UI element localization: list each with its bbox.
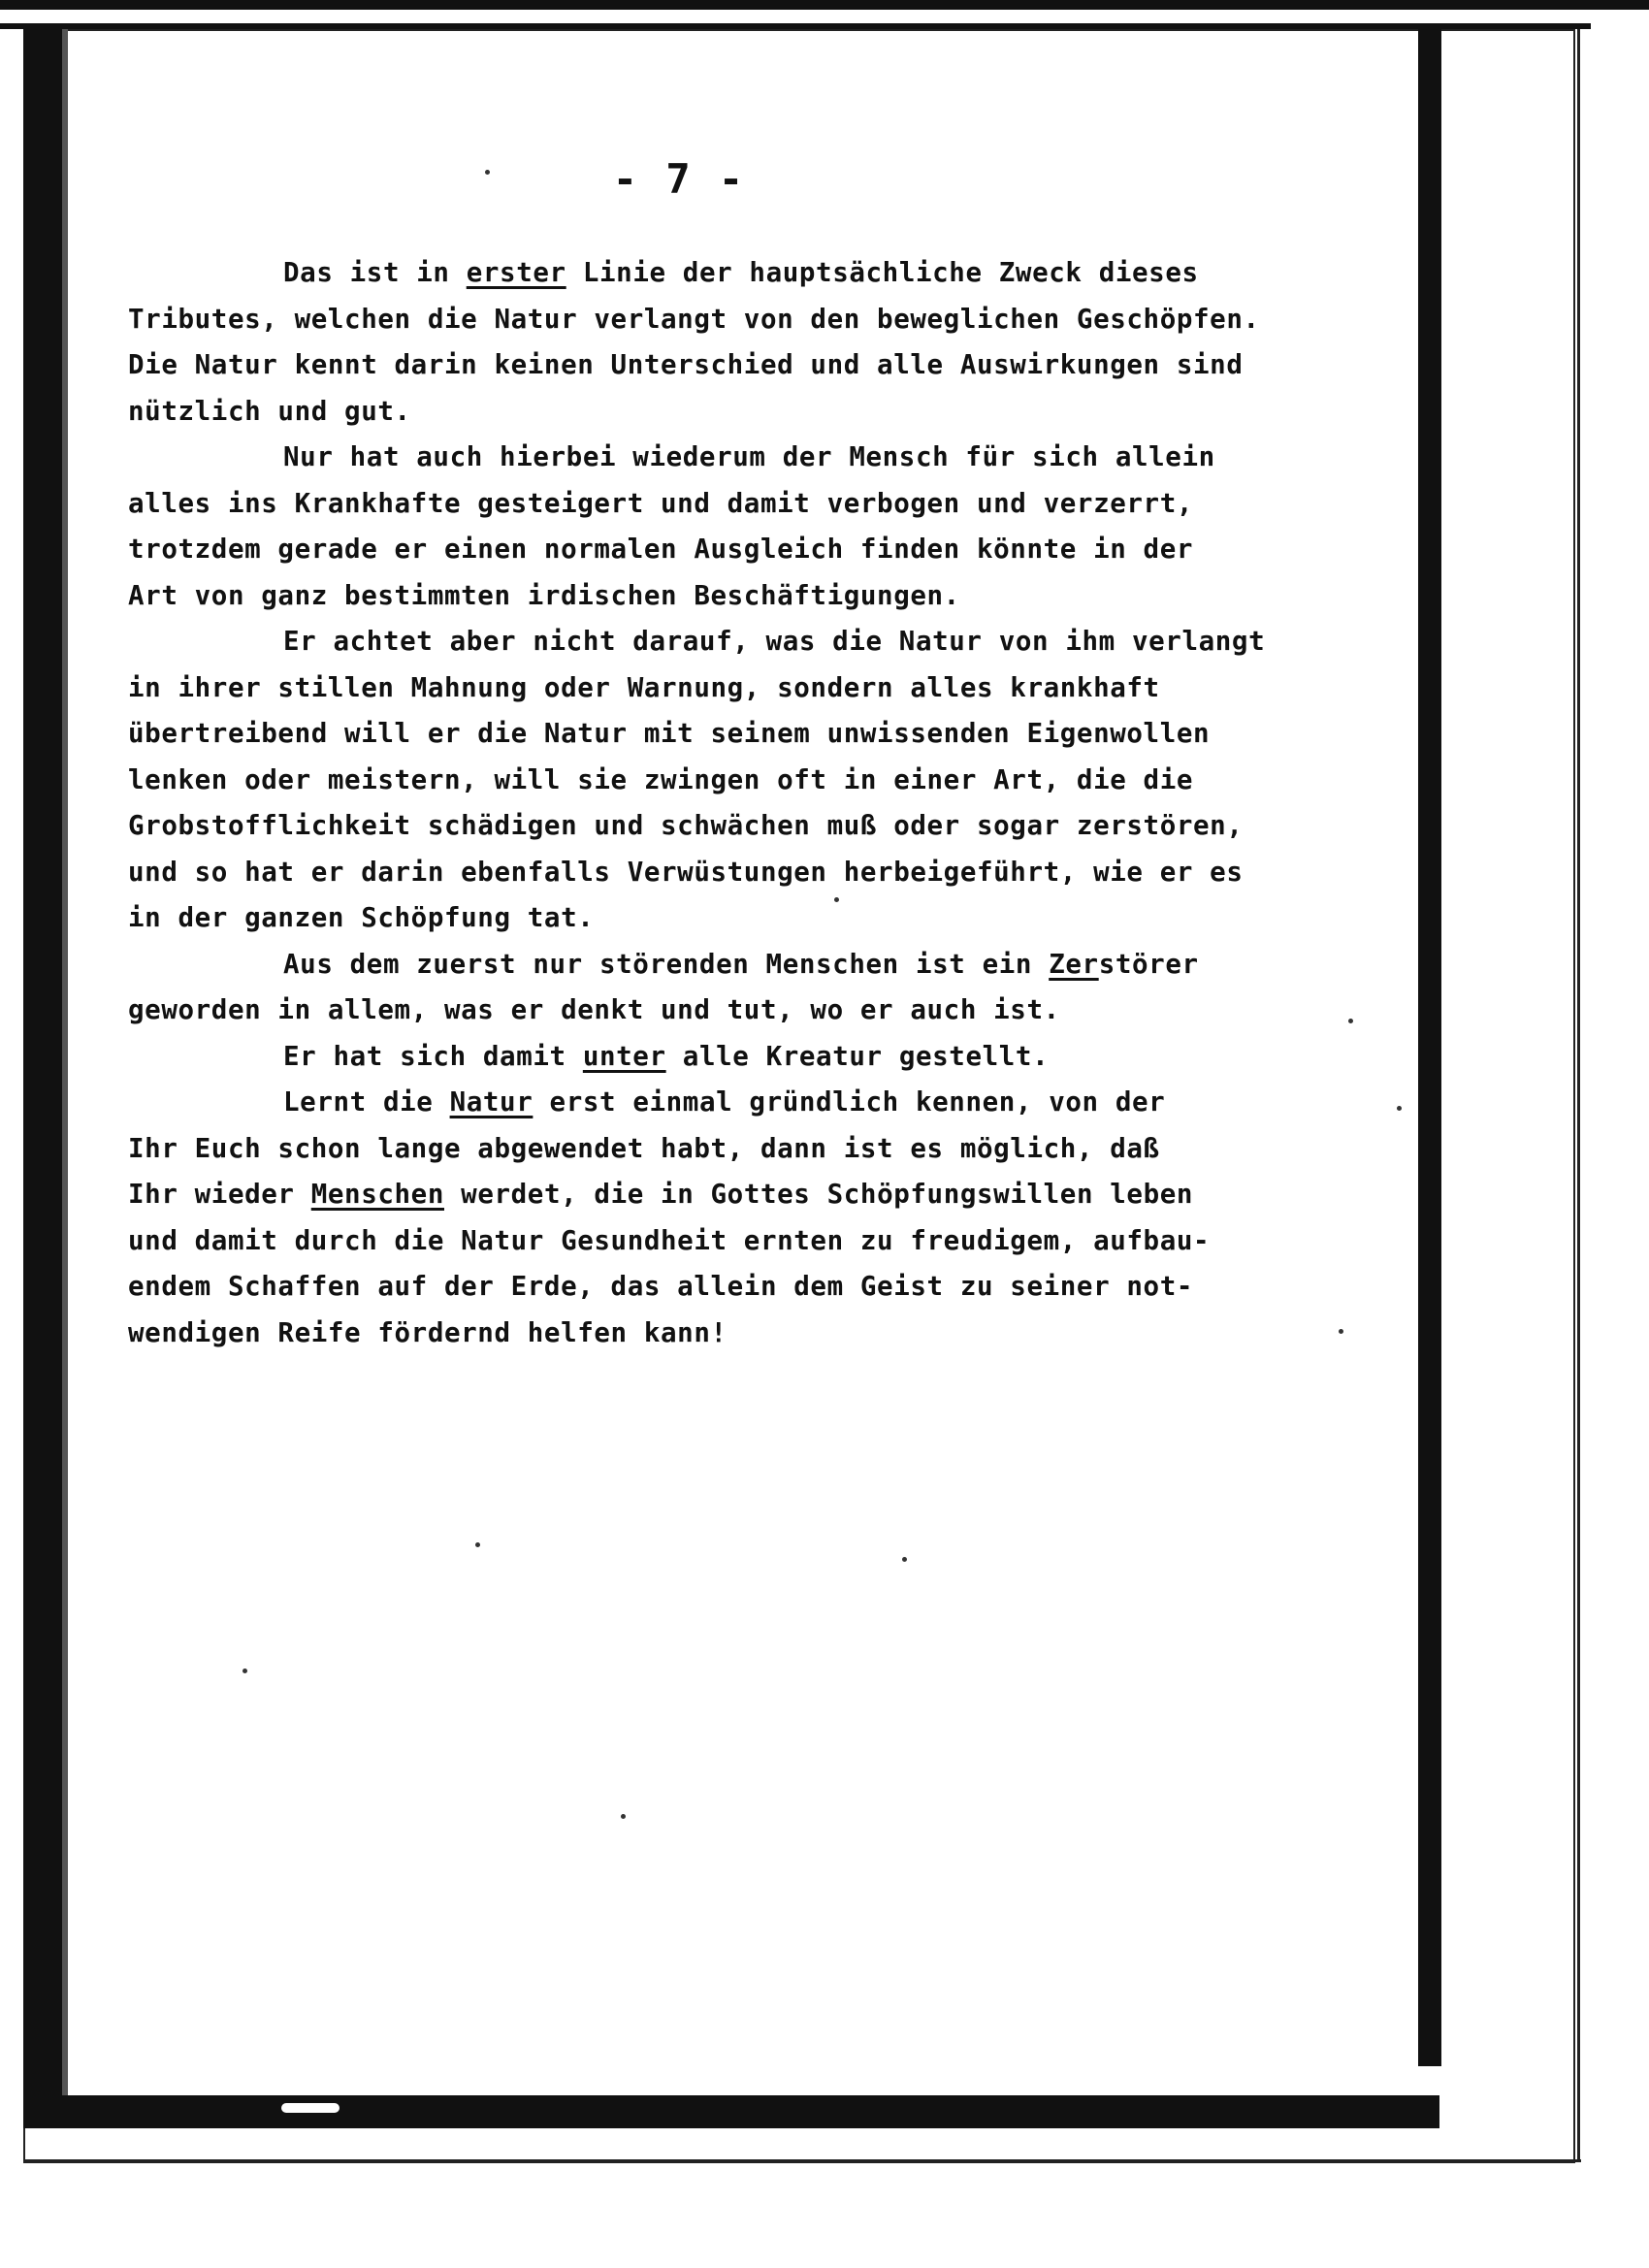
underlined-word: unter (582, 1040, 666, 1072)
text-line (128, 1218, 1418, 1265)
text-line (128, 389, 1418, 436)
text-segment: Linie der hauptsächliche Zweck dieses (566, 257, 1199, 288)
scan-speck (902, 1557, 907, 1562)
text-segment: Er achtet aber nicht darauf, was die Natur von ihm verlangt (283, 626, 1266, 657)
text-line (128, 665, 1418, 712)
text-segment: Lernt die (283, 1086, 450, 1118)
text-segment: Tributes, welchen die Natur verlangt von den beweglichen Geschöpfen. (128, 303, 1260, 335)
text-segment: Die Natur kennt darin keinen Unterschied und alle Auswirkungen sind (128, 349, 1244, 380)
paragraph (128, 1034, 1418, 1081)
text-segment: Aus dem zuerst nur störenden Menschen ist ein (283, 948, 1050, 980)
text-segment: Ihr wieder (128, 1179, 311, 1210)
text-segment: alle Kreatur gestellt. (665, 1040, 1050, 1072)
scan-right-line (1577, 29, 1580, 2161)
text-line (128, 942, 1418, 988)
text-line (128, 850, 1418, 896)
text-segment: werdet, die in Gottes Schöpfungswillen leben (444, 1179, 1194, 1210)
text-segment: Grobstofflichkeit schädigen und schwächen muß oder sogar zerstören, (128, 810, 1244, 841)
text-segment: in ihrer stillen Mahnung oder Warnung, sondern alles krankhaft (128, 671, 1160, 703)
text-segment: endem Schaffen auf der Erde, das allein dem Geist zu seiner not- (128, 1271, 1194, 1302)
scan-left-edge-shadow (62, 29, 68, 2095)
text-segment: Art von ganz bestimmten irdischen Beschäftigungen. (128, 579, 960, 611)
text-segment: und damit durch die Natur Gesundheit ernten zu freudigem, aufbau- (128, 1224, 1211, 1256)
text-segment: Er hat sich damit (283, 1040, 583, 1072)
text-segment: in der ganzen Schöpfung tat. (128, 902, 595, 933)
paragraph (128, 619, 1418, 942)
text-segment: wendigen Reife fördernd helfen kann! (128, 1316, 728, 1348)
text-line (128, 619, 1418, 665)
text-line (128, 1172, 1418, 1218)
text-segment: alles ins Krankhafte gesteigert und damit verbogen und verzerrt, (128, 487, 1194, 519)
scan-top-edge (0, 0, 1649, 10)
scan-speck (621, 1814, 626, 1819)
text-segment: erst einmal gründlich kennen, von der (533, 1086, 1166, 1118)
text-segment: Das ist in (283, 257, 467, 288)
paragraph (128, 435, 1418, 619)
text-segment: geworden in allem, was er denkt und tut, wo er auch ist. (128, 994, 1060, 1025)
underlined-word: Natur (449, 1086, 534, 1118)
scan-bottom-edge (23, 2095, 1439, 2128)
text-line (128, 527, 1418, 573)
text-line (128, 481, 1418, 528)
text-line (128, 758, 1418, 804)
text-line (128, 297, 1418, 343)
text-line (128, 1080, 1418, 1126)
text-line (128, 342, 1418, 389)
text-line (128, 573, 1418, 620)
text-segment: Ihr Euch schon lange abgewendet habt, dann ist es möglich, daß (128, 1132, 1160, 1164)
text-line (128, 803, 1418, 850)
scan-speck (242, 1669, 247, 1673)
paragraph (128, 942, 1418, 1034)
text-line (128, 1311, 1418, 1357)
text-line (128, 895, 1418, 942)
text-line (128, 435, 1418, 481)
scan-bottom-line (23, 2159, 1581, 2162)
scan-bottom-notch (281, 2103, 340, 2113)
scan-speck (475, 1542, 480, 1547)
underlined-word: Zer (1049, 948, 1099, 980)
text-line (128, 988, 1418, 1034)
text-line (128, 1126, 1418, 1173)
text-line (128, 250, 1418, 297)
text-segment: störer (1098, 948, 1199, 980)
paragraph (128, 1080, 1418, 1356)
text-segment: übertreibend will er die Natur mit seinem unwissenden Eigenwollen (128, 718, 1211, 749)
text-segment: lenken oder meistern, will sie zwingen oft in einer Art, die die (128, 763, 1194, 795)
underlined-word: erster (466, 257, 566, 288)
text-line (128, 1264, 1418, 1311)
text-segment: nützlich und gut. (128, 395, 411, 427)
scan-right-edge (1418, 29, 1441, 2066)
underlined-word: Menschen (310, 1179, 444, 1210)
text-segment: Nur hat auch hierbei wiederum der Mensch für sich allein (283, 441, 1215, 472)
paragraph (128, 250, 1418, 435)
scan-left-edge (23, 29, 62, 2095)
text-line (128, 1034, 1418, 1081)
document-body (128, 250, 1418, 1356)
text-segment: trotzdem gerade er einen normalen Ausgleich finden könnte in der (128, 534, 1194, 565)
page-number: - 7 - (612, 155, 746, 203)
text-segment: und so hat er darin ebenfalls Verwüstungen herbeigeführt, wie er es (128, 856, 1244, 888)
text-line (128, 711, 1418, 758)
